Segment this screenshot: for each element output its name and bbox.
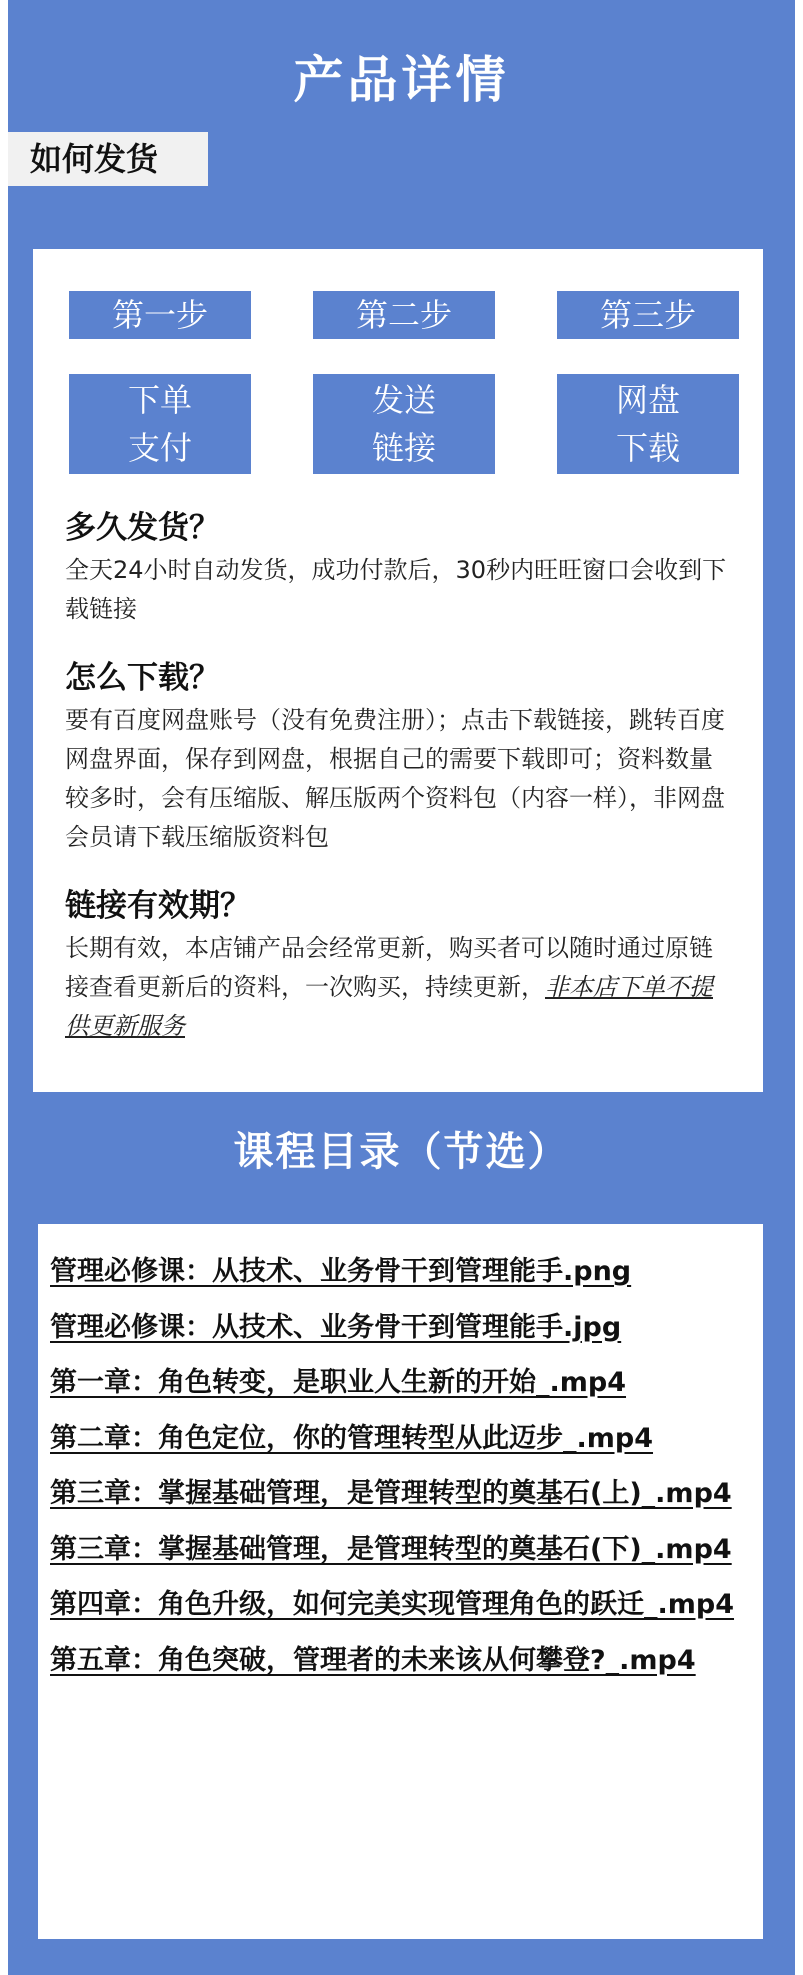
catalog-title: 课程目录（节选） — [233, 1129, 570, 1175]
page-title: 产品详情 — [293, 51, 510, 109]
step-1-action — [69, 374, 251, 474]
faq-question: 怎么下载？ — [65, 660, 220, 696]
delivery-info-panel — [33, 249, 763, 1092]
catalog-list — [38, 1224, 763, 1939]
list-item: 第一章：角色转变，是职业人生新的开始_.mp4 — [50, 1367, 627, 1398]
faq-answer-emphasis: 非本店下单不提供更新服务 — [65, 973, 713, 1040]
step-2-action-line2: 链接 — [371, 429, 436, 467]
list-item: 第三章：掌握基础管理，是管理转型的奠基石(下)_.mp4 — [50, 1533, 732, 1565]
step-2-heading: 第二步 — [313, 291, 495, 339]
list-item: 第五章：角色突破，管理者的未来该从何攀登?_.mp4 — [50, 1644, 696, 1676]
faq-answer — [65, 929, 735, 1046]
list-item: 第二章：角色定位，你的管理转型从此迈步_.mp4 — [50, 1422, 654, 1454]
list-item: 管理必修课：从技术、业务骨干到管理能手.jpg — [50, 1311, 622, 1343]
product-detail-page — [8, 0, 795, 1975]
step-2-action-line1: 发送 — [371, 381, 436, 419]
faq-how-to-download — [65, 657, 735, 857]
step-1-action-line2: 支付 — [127, 429, 192, 467]
faq-link-validity — [65, 885, 735, 1046]
faq-delivery-time — [65, 507, 735, 629]
faq-answer: 要有百度网盘账号（没有免费注册）；点击下载链接，跳转百度网盘界面，保存到网盘，根据自己的需要下载即可；资料数量较多时，会有压缩版、解压版两个资料包（内容一样），非网盘会员请下载压缩版资料包 — [65, 706, 725, 851]
step-3-action-line1: 网盘 — [615, 381, 680, 419]
list-item: 第四章：角色升级，如何完美实现管理角色的跃迁_.mp4 — [50, 1589, 735, 1620]
faq-answer: 全天24小时自动发货，成功付款后，30秒内旺旺窗口会收到下载链接 — [65, 556, 727, 623]
list-item: 管理必修课：从技术、业务骨干到管理能手.png — [50, 1256, 632, 1287]
step-1-heading: 第一步 — [69, 291, 251, 339]
faq-answer-text: 长期有效，本店铺产品会经常更新，购买者可以随时通过原链接查看更新后的资料，一次购买，持续更新， — [65, 934, 713, 1001]
delivery-section-label: 如何发货 — [8, 132, 208, 186]
faq-question: 链接有效期？ — [65, 888, 251, 924]
step-1-action-line1: 下单 — [127, 381, 192, 419]
step-3-action — [557, 374, 739, 474]
list-item: 第三章：掌握基础管理，是管理转型的奠基石(上)_.mp4 — [50, 1478, 732, 1509]
step-3-heading: 第三步 — [557, 291, 739, 339]
faq-question: 多久发货？ — [65, 510, 220, 546]
step-2-action — [313, 374, 495, 474]
step-3-action-line2: 下载 — [615, 429, 680, 467]
